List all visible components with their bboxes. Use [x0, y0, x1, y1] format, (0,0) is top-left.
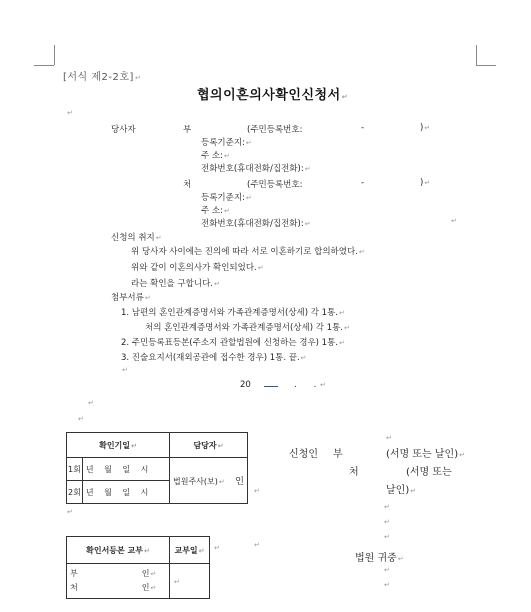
- confirm-table: [66, 432, 248, 504]
- confirm-row-2-label: 2회: [67, 481, 83, 504]
- applicant-wife-sign-1: (서명 또는: [406, 467, 452, 478]
- paragraph-mark: ↵: [67, 109, 73, 117]
- purpose-line-3: 라는 확인을 구합니다.↵: [131, 279, 220, 289]
- date-dot-1: .: [294, 380, 297, 390]
- applicant-label: 신청인: [289, 449, 318, 460]
- paragraph-mark: ↵: [384, 518, 390, 526]
- applicant-husband-role: 부: [333, 449, 343, 460]
- court-line: 법원 귀중↵: [355, 553, 404, 564]
- applicant-husband-sign: (서명 또는 날인)↵: [386, 449, 465, 460]
- paragraph-mark: ↵: [78, 415, 84, 423]
- paragraph-mark: ↵: [384, 566, 390, 574]
- husband-resident-no-label: (주민등록번호:: [247, 125, 303, 135]
- paragraph-mark: ↵: [384, 581, 390, 589]
- crop-mark-top-right-h: [476, 65, 496, 66]
- confirm-row-2-date[interactable]: 년 월 일 시: [82, 481, 169, 504]
- delivery-header-date: 교부일↵: [170, 537, 210, 564]
- crop-mark-top-left-v: [54, 45, 55, 65]
- paragraph-mark: ↵: [88, 399, 94, 407]
- husband-address-label: 주 소:↵: [201, 151, 230, 161]
- party-label: 당사자: [111, 125, 136, 135]
- attachment-item-2: 2. 주민등록표등본(주소지 관할법원에 신청하는 경우) 1통.↵: [121, 338, 345, 348]
- paragraph-mark: ↵: [254, 541, 260, 549]
- confirm-row-1-label: 1회: [67, 458, 83, 481]
- husband-resident-no-dash: -: [361, 123, 365, 133]
- purpose-line-1: 위 당사자 사이에는 진의에 따라 서로 이혼하기로 합의하였다.↵: [131, 247, 365, 257]
- confirm-header-date: 확인기일↵: [67, 433, 170, 458]
- wife-resident-no-dash: -: [361, 178, 365, 188]
- purpose-heading: 신청의 취지↵: [111, 233, 162, 243]
- delivery-table: [66, 536, 210, 599]
- wife-phone-label: 전화번호(휴대전화/집전화):↵: [201, 219, 311, 229]
- confirm-header-officer: 담당자↵: [169, 433, 247, 458]
- crop-mark-top-right-v: [476, 45, 477, 65]
- confirm-officer-seal: 인: [235, 477, 244, 487]
- wife-role: 처: [183, 180, 192, 190]
- date-year-prefix: 20: [240, 380, 251, 390]
- form-number: [서식 제2-2호]↵: [63, 72, 142, 83]
- attachment-item-3: 3. 진술요지서(재외공관에 접수한 경우) 1통. 끝.↵: [121, 353, 307, 363]
- attachment-item-1b: 처의 혼인관계증명서와 가족관계증명서(상세) 각 1통.↵: [145, 323, 350, 333]
- applicant-wife-sign-2: 날인)↵: [386, 485, 417, 496]
- delivery-row-wife: 처 인↵: [70, 583, 157, 592]
- date-dot-2: .: [313, 380, 317, 390]
- date-year-blank: [264, 380, 278, 387]
- page-title: 협의이혼의사확인신청서↵: [197, 88, 349, 103]
- paragraph-mark: ↵: [386, 434, 392, 442]
- husband-registry-label: 등록기준지:↵: [201, 138, 252, 148]
- wife-registry-label: 등록기준지:↵: [201, 193, 252, 203]
- paragraph-mark: ↵: [214, 544, 220, 552]
- attachment-item-1: 1. 남편의 혼인관계증명서와 가족관계증명서(상세) 각 1통.↵: [121, 308, 345, 318]
- delivery-sign-cell[interactable]: [67, 564, 170, 599]
- wife-address-label: 주 소:↵: [201, 206, 230, 216]
- delivery-row-husband: 부 인↵: [70, 569, 157, 578]
- purpose-line-2: 위와 같이 이혼의사가 확인되었다.↵: [131, 263, 264, 273]
- wife-resident-no-label: (주민등록번호:: [247, 180, 303, 190]
- paragraph-mark: ↵: [384, 503, 390, 511]
- paragraph-mark: ↵: [254, 487, 260, 495]
- confirm-officer-title: 법원주사(보): [172, 477, 218, 486]
- confirm-row-1-date[interactable]: 년 월 일 시: [82, 458, 169, 481]
- husband-phone-label: 전화번호(휴대전화/집전화):↵: [201, 164, 311, 174]
- paragraph-mark: ↵: [122, 366, 128, 374]
- delivery-date-cell[interactable]: ↵: [170, 564, 210, 599]
- attachments-heading: 첨부서류↵: [111, 293, 151, 303]
- date-line: 20 . . ↵: [240, 380, 326, 390]
- crop-mark-top-left-h: [34, 65, 54, 66]
- applicant-wife-role: 처: [349, 467, 359, 478]
- paragraph-mark: ↵: [67, 508, 73, 516]
- wife-resident-no-close: )↵: [420, 178, 431, 188]
- delivery-header-copy: 확인서등본 교부↵: [67, 537, 170, 564]
- paragraph-mark: ↵: [451, 217, 457, 225]
- paragraph-mark: ↵: [384, 533, 390, 541]
- confirm-officer-cell[interactable]: 법원주사(보)↵ 인: [169, 458, 247, 504]
- husband-role: 부: [183, 125, 192, 135]
- husband-resident-no-close: )↵: [420, 123, 431, 133]
